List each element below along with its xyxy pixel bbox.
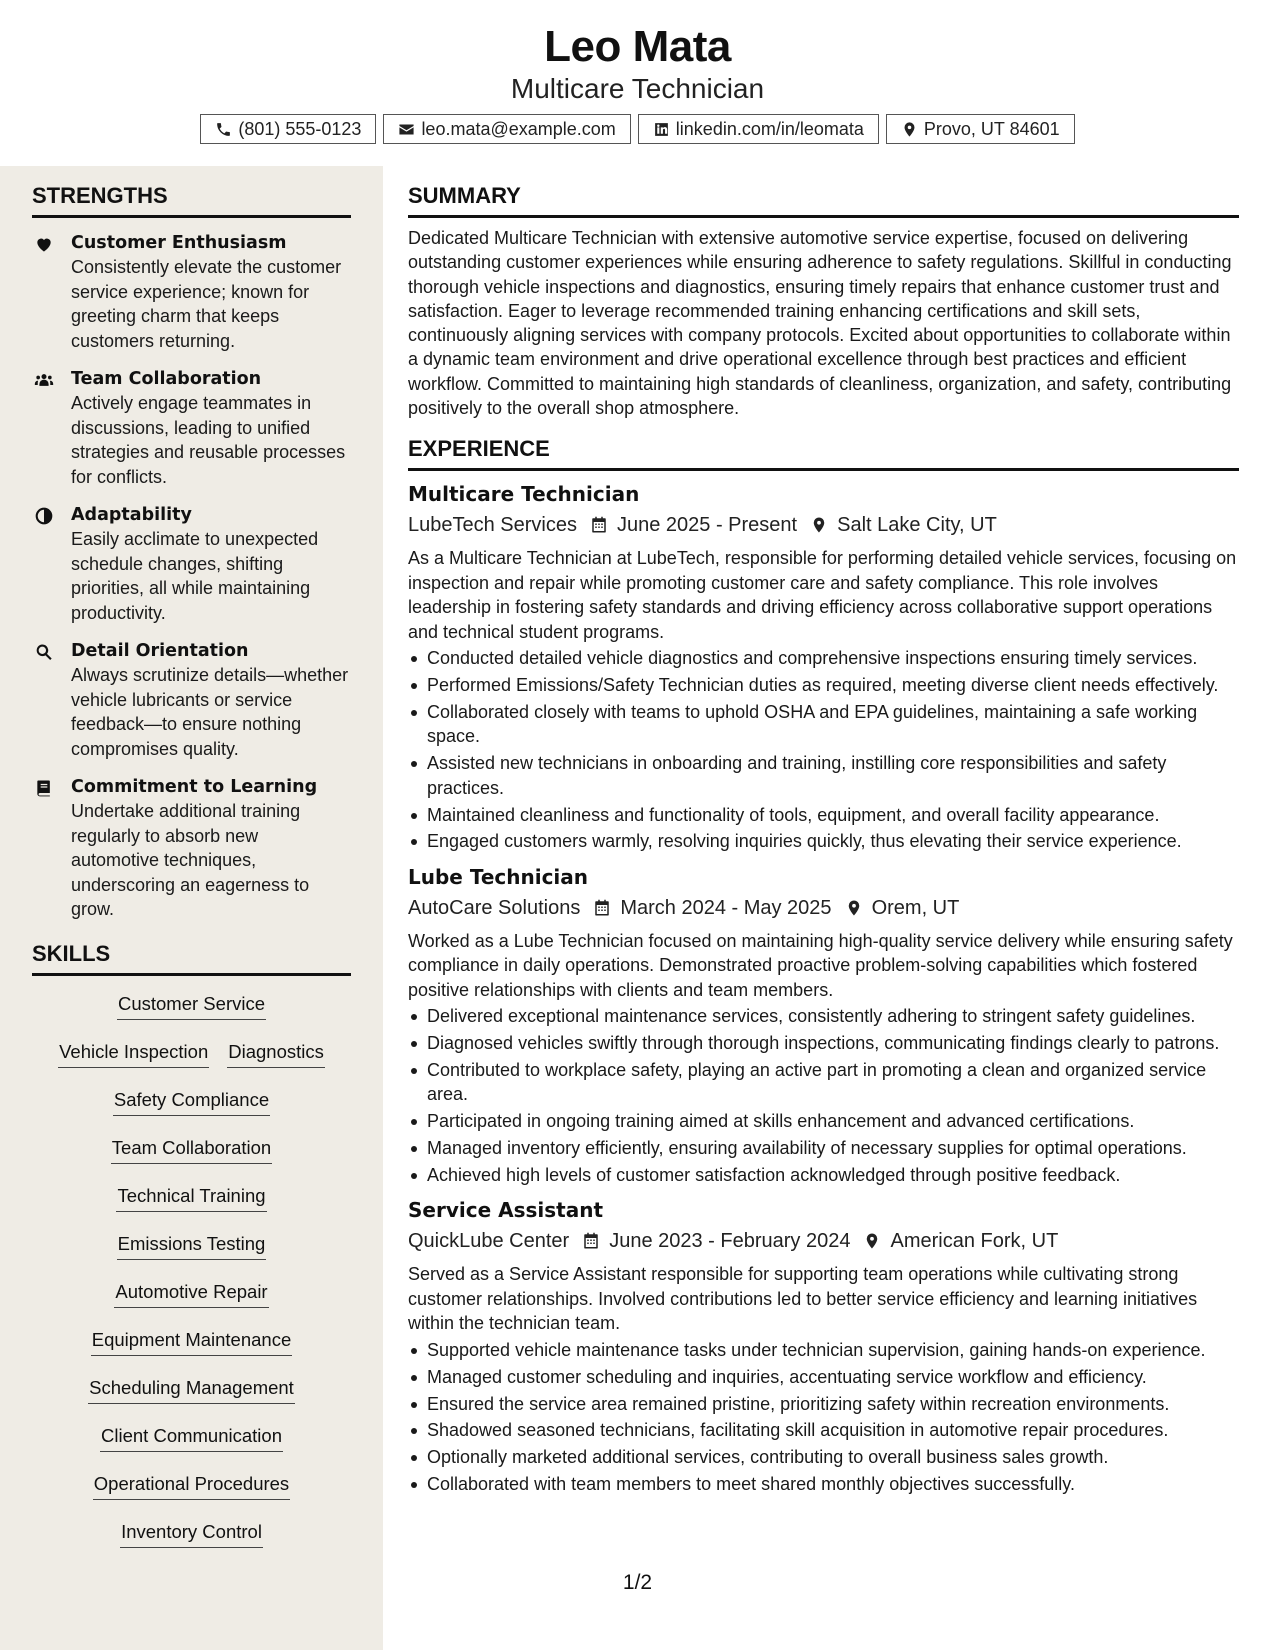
strength-title: Commitment to Learning <box>71 777 318 797</box>
strength-item <box>32 775 351 922</box>
strength-desc: Always scrutinize details—whether vehicle lubricants or service feedback—to ensure nothing compromises quality. <box>71 665 349 759</box>
skill-tag: Diagnostics <box>227 1034 325 1068</box>
page-number <box>0 1571 1275 1595</box>
job-entry <box>408 862 1239 1188</box>
bullet-item: Optionally marketed additional services, contributing to overall business sales growth. <box>408 1445 1239 1469</box>
strength-item <box>32 503 351 625</box>
resume-header <box>0 0 1275 166</box>
bullet-item: Performed Emissions/Safety Technician duties as required, meeting diverse client needs effectively. <box>408 673 1239 697</box>
skills-list <box>32 986 351 1562</box>
candidate-name: Leo Mata <box>544 22 731 71</box>
bullet-item: Engaged customers warmly, resolving inquiries quickly, thus elevating their service experience. <box>408 829 1239 853</box>
skill-tag: Vehicle Inspection <box>58 1034 209 1068</box>
magnifier-icon <box>34 642 54 662</box>
skills-section <box>32 941 351 1562</box>
skill-tag: Automotive Repair <box>114 1274 268 1308</box>
strength-title: Adaptability <box>71 505 192 525</box>
book-icon <box>34 778 54 798</box>
strength-title: Team Collaboration <box>71 369 262 389</box>
job-location: Salt Lake City, UT <box>837 514 997 537</box>
skill-tag: Inventory Control <box>120 1514 263 1548</box>
job-location: American Fork, UT <box>890 1230 1059 1253</box>
calendar-icon <box>590 516 608 534</box>
job-title: Lube Technician <box>408 864 589 889</box>
envelope-icon <box>398 121 415 138</box>
sidebar <box>0 166 383 1650</box>
contact-location-text: Provo, UT 84601 <box>923 118 1060 139</box>
main-column <box>408 166 1239 1499</box>
bullet-item: Shadowed seasoned technicians, facilitating skill acquisition in automotive repair procedures. <box>408 1418 1239 1442</box>
skill-tag: Customer Service <box>117 986 266 1020</box>
job-entry <box>408 479 1239 853</box>
job-bullets <box>408 1004 1239 1187</box>
skill-tag: Operational Procedures <box>93 1466 290 1500</box>
skill-tag: Safety Compliance <box>113 1082 270 1116</box>
skill-tag: Equipment Maintenance <box>91 1322 293 1356</box>
contact-bar <box>0 114 1275 144</box>
job-entry <box>408 1195 1239 1496</box>
linkedin-icon <box>653 121 670 138</box>
strengths-section <box>32 183 351 922</box>
experience-heading: EXPERIENCE <box>408 436 1239 471</box>
strength-desc: Undertake additional training regularly to absorb new automotive techniques, underscoring an eagerness to grow. <box>71 801 310 919</box>
job-meta <box>408 893 1239 923</box>
contact-linkedin[interactable] <box>638 114 879 144</box>
contact-email[interactable] <box>383 114 630 144</box>
contact-phone-text: (801) 555-0123 <box>238 118 362 139</box>
strength-desc: Consistently elevate the customer service experience; known for greeting charm that keeps customers returning. <box>71 257 342 351</box>
bullet-item: Managed customer scheduling and inquiries, accentuating service workflow and efficiency. <box>408 1365 1239 1389</box>
bullet-item: Maintained cleanliness and functionality of tools, equipment, and overall facility appearance. <box>408 803 1239 827</box>
job-title: Multicare Technician <box>408 482 640 507</box>
strength-desc: Actively engage teammates in discussions, leading to unified strategies and reusable processes for conflicts. <box>71 393 346 487</box>
job-bullets <box>408 1338 1239 1497</box>
strength-item <box>32 367 351 489</box>
experience-section <box>408 436 1239 1496</box>
bullet-item: Conducted detailed vehicle diagnostics and comprehensive inspections ensuring timely services. <box>408 646 1239 670</box>
phone-icon <box>215 121 232 138</box>
skill-tag: Technical Training <box>116 1178 266 1212</box>
job-description: Worked as a Lube Technician focused on maintaining high-quality service delivery while ensuring safety compliance in daily operations. Demonstrated proactive problem-solving capabilities which fostered positive relationships with clients and team members. <box>408 930 1233 1000</box>
heart-icon <box>34 234 54 254</box>
map-pin-icon <box>810 516 828 534</box>
contact-location[interactable] <box>886 114 1075 144</box>
bullet-item: Achieved high levels of customer satisfaction acknowledged through positive feedback. <box>408 1163 1239 1187</box>
job-meta <box>408 1226 1239 1256</box>
strength-item <box>32 639 351 761</box>
contact-linkedin-text: linkedin.com/in/leomata <box>675 118 864 139</box>
map-pin-icon <box>845 899 863 917</box>
strength-title: Customer Enthusiasm <box>71 233 287 253</box>
job-location: Orem, UT <box>871 896 960 919</box>
bullet-item: Ensured the service area remained pristine, prioritizing safety within recreation environments. <box>408 1392 1239 1416</box>
summary-section <box>408 183 1239 420</box>
map-pin-icon <box>863 1232 881 1250</box>
page-number-text: 1/2 <box>622 1571 653 1594</box>
bullet-item: Managed inventory efficiently, ensuring availability of necessary supplies for optimal operations. <box>408 1136 1239 1160</box>
skill-tag: Scheduling Management <box>88 1370 295 1404</box>
bullet-item: Delivered exceptional maintenance services, consistently adhering to stringent safety guidelines. <box>408 1004 1239 1028</box>
contact-email-text: leo.mata@example.com <box>421 118 616 139</box>
bullet-item: Participated in ongoing training aimed at skills enhancement and advanced certifications. <box>408 1109 1239 1133</box>
job-company: QuickLube Center <box>408 1230 570 1253</box>
job-description: As a Multicare Technician at LubeTech, responsible for performing detailed vehicle services, focusing on inspection and repair while promoting customer care and safety compliance. This role involves leadership in fostering safety standards and driving efficiency across collaborative support operations and technical student programs. <box>408 548 1237 642</box>
bullet-item: Diagnosed vehicles swiftly through thorough inspections, communicating findings clearly to patrons. <box>408 1031 1239 1055</box>
half-circle-icon <box>34 506 54 526</box>
job-dates: March 2024 - May 2025 <box>620 896 832 919</box>
job-dates: June 2023 - February 2024 <box>609 1230 851 1253</box>
bullet-item: Collaborated with team members to meet shared monthly objectives successfully. <box>408 1472 1239 1496</box>
skill-tag: Client Communication <box>100 1418 283 1452</box>
job-meta <box>408 510 1239 540</box>
job-title: Service Assistant <box>408 1198 604 1223</box>
candidate-headline: Multicare Technician <box>510 73 765 104</box>
summary-heading: SUMMARY <box>408 183 1239 218</box>
contact-phone[interactable] <box>200 114 376 144</box>
calendar-icon <box>582 1232 600 1250</box>
job-company: LubeTech Services <box>408 514 577 537</box>
bullet-item: Supported vehicle maintenance tasks under technician supervision, gaining hands-on experience. <box>408 1338 1239 1362</box>
skills-heading: SKILLS <box>32 941 351 976</box>
job-bullets <box>408 646 1239 853</box>
strength-item <box>32 231 351 353</box>
skill-tag: Emissions Testing <box>117 1226 267 1260</box>
map-pin-icon <box>901 121 918 138</box>
strength-desc: Easily acclimate to unexpected schedule changes, shifting priorities, all while maintaining productivity. <box>71 529 319 623</box>
bullet-item: Assisted new technicians in onboarding and training, instilling core responsibilities and safety practices. <box>408 751 1239 800</box>
bullet-item: Collaborated closely with teams to uphold OSHA and EPA guidelines, maintaining a safe working space. <box>408 700 1239 749</box>
job-dates: June 2025 - Present <box>616 514 798 537</box>
users-icon <box>34 370 54 390</box>
job-description: Served as a Service Assistant responsible for supporting team operations while cultivating strong customer relationships. Involved contributions led to better service efficiency and learning initiatives within the technician team. <box>408 1264 1198 1334</box>
summary-text: Dedicated Multicare Technician with extensive automotive service expertise, focused on delivering outstanding customer experiences while ensuring adherence to safety regulations. Skillful in conducting thorough vehicle inspections and diagnostics, ensuring timely repairs that enhance customer trust and satisfaction. Eager to leverage recommended training enhancing certifications and skill sets, continuously aligning services with company protocols. Excited about opportunities to collaborate within a dynamic team environment and drive operational excellence through best practices and efficient workflow. Committed to maintaining high standards of cleanliness, organization, and safety, contributing positively to the overall shop atmosphere. <box>408 228 1232 419</box>
job-company: AutoCare Solutions <box>408 896 581 919</box>
bullet-item: Contributed to workplace safety, playing an active part in promoting a clean and organized service area. <box>408 1058 1239 1107</box>
calendar-icon <box>593 899 611 917</box>
skill-tag: Team Collaboration <box>111 1130 272 1164</box>
strengths-heading: STRENGTHS <box>32 183 351 218</box>
strength-title: Detail Orientation <box>71 641 249 661</box>
